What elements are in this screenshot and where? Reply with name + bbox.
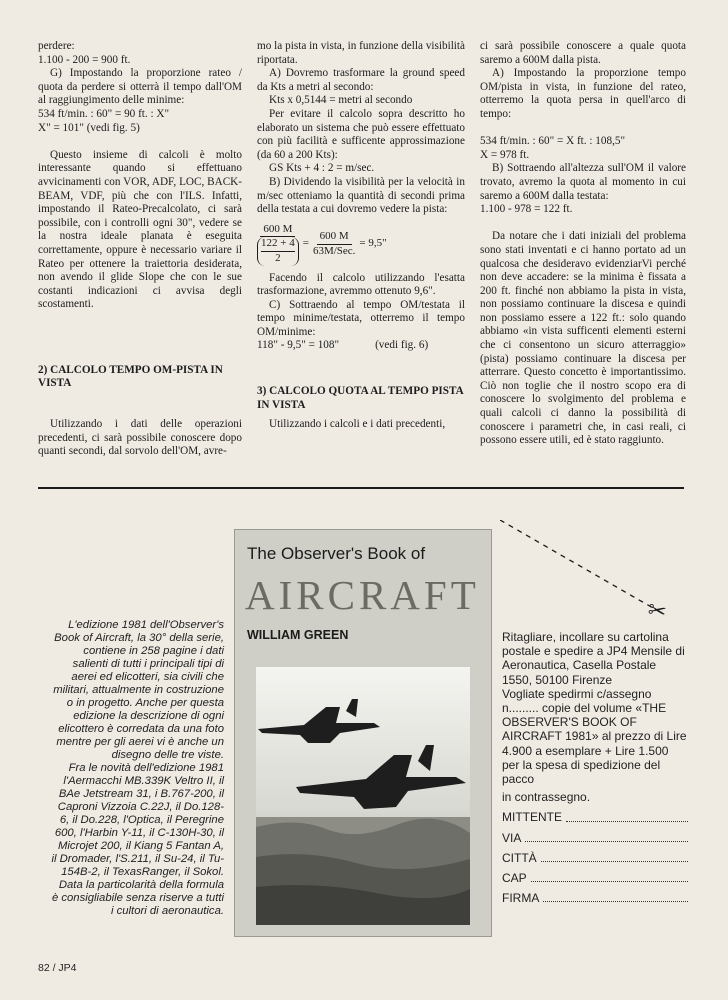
field-citta[interactable] bbox=[502, 851, 688, 865]
field-mittente[interactable] bbox=[502, 810, 688, 824]
paragraph: B) Dividendo la visibilità per la velocità in m/sec otteniamo la quantità di secondi prima della testata a cui dovremo vedere la pista: bbox=[257, 175, 465, 216]
order-form bbox=[502, 630, 688, 905]
paragraph: 1.100 - 200 = 900 ft. bbox=[38, 53, 131, 66]
article-column-3 bbox=[480, 40, 686, 448]
equals-sign: = bbox=[302, 237, 309, 250]
formula bbox=[257, 339, 465, 353]
section-heading: 3) CALCOLO QUOTA AL TEMPO PISTA IN VISTA bbox=[257, 385, 464, 411]
formula: GS Kts + 4 : 2 = m/sec. bbox=[269, 162, 375, 175]
paragraph: Per evitare il calcolo sopra descritto ho elaborato un sistema che può essere effettuato con più facilità e sufficente approssimazione (da 60 a 200 Kts): bbox=[257, 107, 465, 161]
field-label: CAP bbox=[502, 871, 527, 886]
paragraph: Utilizzando i calcoli e i dati precedenti, bbox=[269, 418, 446, 431]
field-label: CITTÀ bbox=[502, 850, 537, 865]
fraction-numerator: 600 M bbox=[317, 230, 352, 245]
paragraph: ci sarà possibile conoscere a quale quota saremo a 600M dalla pista. bbox=[480, 40, 686, 66]
formula: X = 978 ft. bbox=[480, 148, 530, 161]
paragraph: L'edizione 1981 dell'Observer's Book of Aircraft, la 30° della serie, contiene in 258 pagine i dati salienti di tutti i principali tipi di aerei ed elicotteri, sia civili che militari, attualmente in costruzione o in progetto. Anche per questa edizione la descrizione di ogni elicottero è corredata da una foto mentre per gli aerei vi è anche un disegno delle tre viste. bbox=[53, 619, 224, 761]
field-label: FIRMA bbox=[502, 891, 540, 906]
order-request: Vogliate spedirmi c/assegno n......... copie del volume «THE OBSERVER'S BOOK OF AIRCRAFT 1981» al prezzo di Lire 4.900 a esemplare + Lire 1.500 per la spesa di spedizione del pacco bbox=[502, 686, 687, 787]
book-description bbox=[50, 619, 224, 918]
formula-text: 118" - 9,5" = 108" bbox=[257, 339, 340, 352]
field-blank[interactable] bbox=[525, 831, 688, 842]
field-blank[interactable] bbox=[541, 851, 688, 862]
paragraph: Da notare che i dati iniziali del problema sono stati inventati e ci hanno portato ad un qualcosa che desideravo evidenziarVi perché non deve accadere: se la minima è fissata a 200 ft. finché non abbiamo la pista in vista, non possiamo continuare la discesa e quindi non possiamo essere a 122 ft.: solo quando abbiamo «in vista sufficenti elementi esterni che ci consentono un sicuro atterraggio» (pista) possiamo continuare la discesa per atterrare. Questo concetto è importantissimo. Ciò non toglie che il nostro scopo era di conoscere lo svolgimento del problema e quali calcoli ci danno la possibilità di conoscere i parametri che, in casi reali, ci possono essere utili, ed è stato raggiunto. bbox=[480, 230, 686, 447]
book-author: WILLIAM GREEN bbox=[247, 628, 349, 642]
section-divider bbox=[38, 487, 684, 489]
paragraph: mo la pista in vista, in funzione della visibilità riportata. bbox=[257, 40, 465, 66]
field-cap[interactable] bbox=[502, 871, 688, 885]
formula: Kts x 0,5144 = metri al secondo bbox=[269, 94, 413, 107]
fraction-inner-numerator: 122 + 4 bbox=[261, 237, 295, 252]
scissors-icon: ✂ bbox=[646, 596, 669, 625]
aircraft-photo bbox=[256, 667, 470, 925]
field-via[interactable] bbox=[502, 831, 688, 845]
section-heading: 2) CALCOLO TEMPO OM-PISTA IN VISTA bbox=[38, 363, 223, 390]
figure-ref: (vedi fig. 6) bbox=[375, 339, 429, 352]
field-blank[interactable] bbox=[531, 871, 688, 882]
fraction-formula bbox=[257, 223, 465, 266]
fraction-result: = 9,5" bbox=[359, 237, 387, 250]
book-cover bbox=[234, 529, 492, 937]
paragraph: Questo insieme di calcoli è molto interessante quando si effettuano avvicinamenti con VOR, ADF, LOC, BACK-BEAM, VDF, più che con l'ILS. Infatti, impostando il Rateo-Precalcolato, ci sarà possibile, con i controlli ogni 30", vedere se la nostra ideale planata è eseguita correttamente, oppure è necessario variare il Rateo per ottenere la traiettoria desiderata, non avendo il glide Slope che con le sue costanti indicazioni ci avvisa degli scostamenti. bbox=[38, 148, 242, 311]
book-series-title: The Observer's Book of bbox=[247, 544, 426, 563]
article-column-1 bbox=[38, 40, 242, 459]
page-footer: 82 / JP4 bbox=[38, 962, 77, 974]
article-column-2 bbox=[257, 40, 465, 432]
fraction-denominator: 63M/Sec. bbox=[312, 244, 356, 257]
formula: 534 ft/min. : 60" = X ft. : 108,5" bbox=[480, 135, 626, 148]
paragraph: Fra le novità dell'edizione 1981 l'Aermacchi MB.339K Veltro II, il BAe Jetstream 31, i B.767-200, il Caproni Vizzoia C.22J, il Do.128-6, il Do.228, l'Optica, il Peregrine 600, l'Harbin Y-11, il C-130H-30, il Microjet 200, il Kiang 5 Fantan A, il Dromader, l'S.211, il Su-24, il Tu-154B-2, il TexasRanger, il Sokol. Data la particolarità della formula è consigliabile senza riserve a tutti i cultori di aeronautica. bbox=[51, 762, 224, 917]
order-payment-note: in contrassegno. bbox=[502, 790, 591, 805]
formula: X" = 101" (vedi fig. 5) bbox=[38, 121, 140, 134]
formula: 534 ft/min. : 60" = 90 ft. : X" bbox=[38, 107, 170, 120]
paragraph: Utilizzando i dati delle operazioni precedenti, ci sarà possibile conoscere dopo quanti secondi, dal sorvolo dell'OM, avre- bbox=[38, 418, 242, 458]
field-firma[interactable] bbox=[502, 891, 688, 905]
paragraph: B) Sottraendo all'altezza sull'OM il valore trovato, avremo la quota al momento in cui saremo a 600M dalla testata: bbox=[480, 162, 686, 202]
order-instructions: Ritagliare, incollare su cartolina postale e spedire a JP4 Mensile di Aeronautica, Casella Postale 1550, 50100 Firenze bbox=[502, 630, 685, 687]
paragraph: A) Impostando la proporzione tempo OM/pista in vista, in funzione del rateo, otterremo la quota persa in quell'arco di tempo: bbox=[480, 67, 686, 120]
paragraph: perdere: bbox=[38, 40, 75, 52]
paragraph: C) Sottraendo al tempo OM/testata il tempo minime/testata, otterremo il tempo OM/minime: bbox=[257, 298, 465, 338]
paragraph: A) Dovremo trasformare la ground speed da Kts a metri al secondo: bbox=[257, 67, 465, 93]
field-label: VIA bbox=[502, 830, 522, 845]
field-blank[interactable] bbox=[543, 891, 688, 902]
paragraph: G) Impostando la proporzione rateo / quota da perdere si otterrà il tempo dall'OM al raggiungimento delle minime: bbox=[38, 67, 242, 107]
field-label: MITTENTE bbox=[502, 810, 562, 825]
fraction-inner-denominator: 2 bbox=[275, 251, 281, 264]
book-title: AIRCRAFT bbox=[245, 572, 480, 618]
fraction-numerator: 600 M bbox=[260, 223, 295, 238]
field-blank[interactable] bbox=[566, 811, 688, 822]
formula: 1.100 - 978 = 122 ft. bbox=[480, 203, 573, 216]
paragraph: Facendo il calcolo utilizzando l'esatta trasformazione, avremmo ottenuto 9,6". bbox=[257, 271, 465, 298]
